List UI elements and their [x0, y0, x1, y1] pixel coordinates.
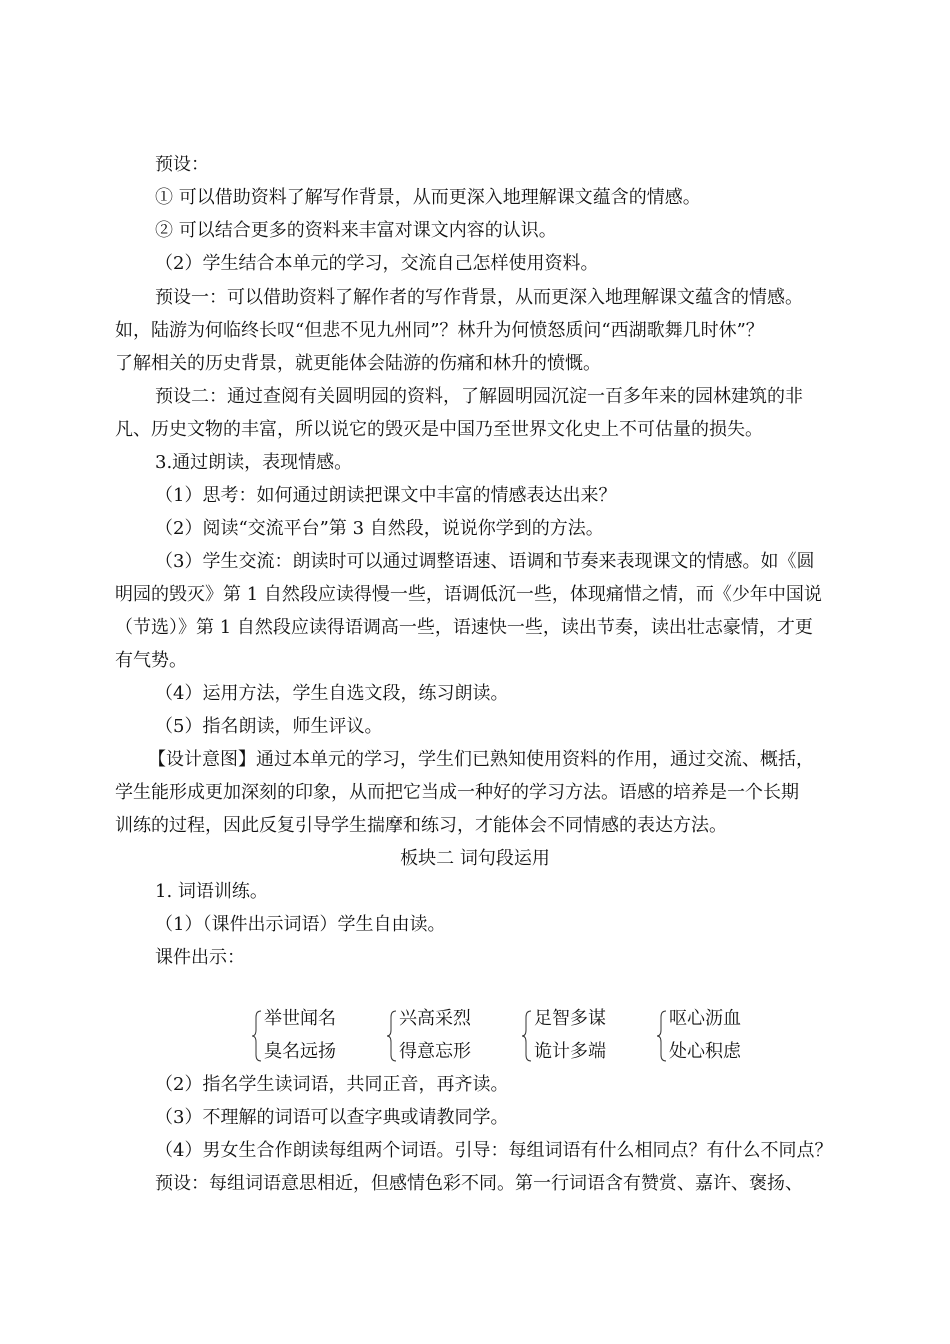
- paragraph-line: （节选）》第 1 自然段应读得语调高一些，语速快一些，读出节奏，读出壮志豪情，才更: [115, 617, 813, 638]
- word-group-2-top: 兴高采烈: [399, 1008, 471, 1029]
- paragraph-line: 预设：每组词语意思相近，但感情色彩不同。第一行词语含有赞赏、嘉许、褒扬、: [155, 1173, 803, 1194]
- paragraph-line: （3）学生交流：朗读时可以通过调整语速、语调和节奏来表现课文的情感。如《圆: [155, 551, 815, 572]
- paragraph-line: （2）学生结合本单元的学习，交流自己怎样使用资料。: [155, 253, 599, 274]
- paragraph-line: 明园的毁灭》第 1 自然段应读得慢一些，语调低沉一些，体现痛惜之情，而《少年中国说: [115, 584, 822, 605]
- paragraph-line: （4）男女生合作朗读每组两个词语。引导：每组词语有什么相同点？有什么不同点？: [155, 1140, 833, 1161]
- paragraph-line: （2）指名学生读词语，共同正音，再齐读。: [155, 1074, 509, 1095]
- paragraph-line: ② 可以结合更多的资料来丰富对课文内容的认识。: [155, 220, 557, 241]
- paragraph-line: （3）不理解的词语可以查字典或请教同学。: [155, 1107, 509, 1128]
- paragraph-line: 如，陆游为何临终长叹“但悲不见九州同”？林升为何愤怒质问“西湖歌舞几时休”？: [115, 320, 764, 341]
- word-group-1-bottom: 臭名远扬: [264, 1041, 336, 1062]
- word-group-3-bottom: 诡计多端: [534, 1041, 606, 1062]
- paragraph-line: （5）指名朗读，师生评议。: [155, 716, 383, 737]
- paragraph-line: 1. 词语训练。: [155, 881, 268, 902]
- paragraph-line: 预设二：通过查阅有关圆明园的资料，了解圆明园沉淀一百多年来的园林建筑的非: [155, 386, 803, 407]
- paragraph-line: 学生能形成更加深刻的印象，从而把它当成一种好的学习方法。语感的培养是一个长期: [115, 782, 799, 803]
- word-group-4-top: 呕心沥血: [669, 1008, 741, 1029]
- word-group-1-top: 举世闻名: [264, 1008, 336, 1029]
- section-title: 板块二 词句段运用: [400, 848, 550, 869]
- paragraph-line: （2）阅读“交流平台”第 3 自然段，说说你学到的方法。: [155, 518, 604, 539]
- paragraph-line: 凡、历史文物的丰富，所以说它的毁灭是中国乃至世界文化史上不可估量的损失。: [115, 419, 763, 440]
- paragraph-line: 了解相关的历史背景，就更能体会陆游的伤痛和林升的愤慨。: [115, 353, 601, 374]
- word-group-3-top: 足智多谋: [534, 1008, 606, 1029]
- brace-icon: [387, 1010, 397, 1060]
- brace-icon: [252, 1010, 262, 1060]
- paragraph-line: 训练的过程，因此反复引导学生揣摩和练习，才能体会不同情感的表达方法。: [115, 815, 727, 836]
- brace-icon: [522, 1010, 532, 1060]
- paragraph-line: （1）（课件出示词语）学生自由读。: [155, 914, 446, 935]
- paragraph-line: 课件出示：: [155, 947, 245, 968]
- word-group-4-bottom: 处心积虑: [669, 1041, 741, 1062]
- design-intent-line: 【设计意图】通过本单元的学习，学生们已熟知使用资料的作用，通过交流、概括，: [148, 749, 814, 770]
- paragraph-line: （4）运用方法，学生自选文段，练习朗读。: [155, 683, 509, 704]
- paragraph-line: 有气势。: [115, 650, 187, 671]
- word-group-2-bottom: 得意忘形: [399, 1041, 471, 1062]
- paragraph-line: 预设：: [155, 154, 209, 175]
- brace-icon: [657, 1010, 667, 1060]
- paragraph-line: （1）思考：如何通过朗读把课文中丰富的情感表达出来？: [155, 485, 617, 506]
- paragraph-line: ① 可以借助资料了解写作背景，从而更深入地理解课文蕴含的情感。: [155, 187, 701, 208]
- paragraph-line: 预设一：可以借助资料了解作者的写作背景，从而更深入地理解课文蕴含的情感。: [155, 287, 803, 308]
- paragraph-line: 3.通过朗读，表现情感。: [155, 452, 353, 473]
